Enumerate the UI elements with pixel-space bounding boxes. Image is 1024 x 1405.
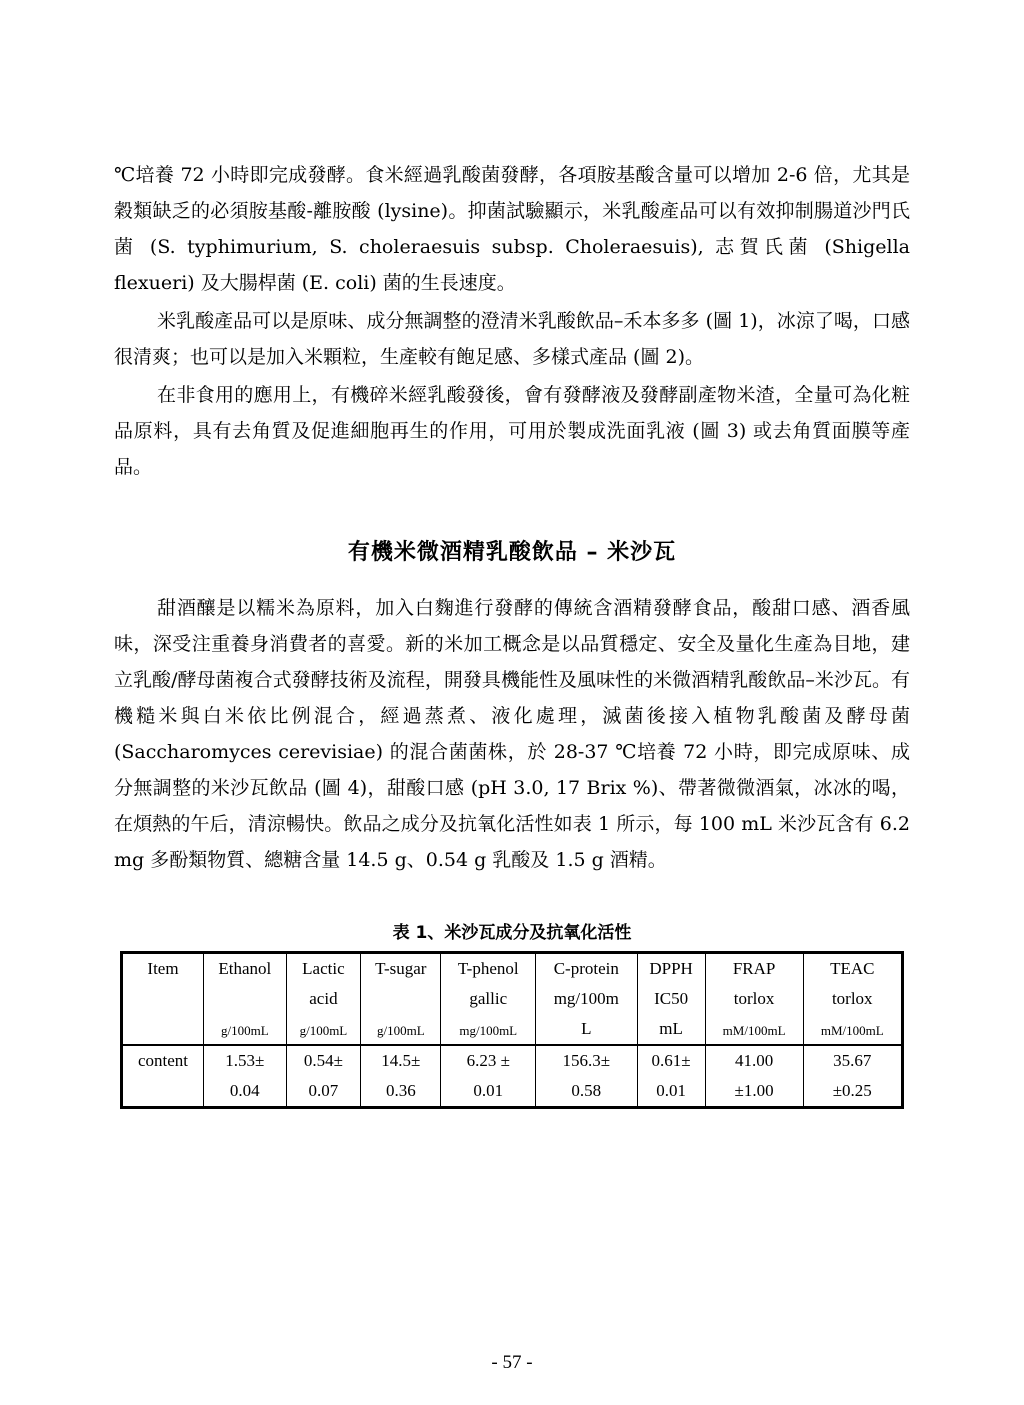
cell-line1: 6.23 ± (466, 1051, 510, 1070)
cell-line1: content (137, 1051, 189, 1070)
row-cell-teac (803, 1045, 902, 1108)
header-line2 (361, 984, 440, 1014)
header-unit: mM/100mL (820, 1023, 884, 1038)
header-cell-item (122, 953, 204, 1046)
cell-line1: 1.53± (225, 1051, 265, 1070)
header-cell-t-sugar (361, 953, 441, 1046)
header-cell-lactic-acid (286, 953, 361, 1046)
row-cell-ethanol (204, 1045, 287, 1108)
table-row (122, 1045, 903, 1108)
header-line1: Ethanol (218, 959, 272, 978)
header-unit: mL (659, 1019, 683, 1038)
paragraph-rice-lactic-products: 米乳酸產品可以是原味、成分無調整的澄清米乳酸飲品–禾本多多 (圖 1)，冰涼了喝，口感很清爽；也可以是加入米顆粒，生產較有飽足感、多樣式產品 (圖 2)。 (114, 310, 910, 368)
header-unit: mg/100mL (459, 1023, 518, 1038)
header-unit: g/100mL (376, 1023, 425, 1038)
cell-line2: 0.58 (571, 1081, 602, 1100)
header-line1: FRAP (732, 959, 776, 978)
header-unit (123, 1014, 203, 1044)
cell-line2: ±1.00 (734, 1081, 774, 1100)
row-cell-t-sugar (361, 1045, 441, 1108)
header-line1: Lactic (302, 959, 345, 978)
table-header-row (122, 953, 903, 1046)
header-cell-t-phenol (441, 953, 536, 1046)
section-title: 有機米微酒精乳酸飲品 – 米沙瓦 (347, 540, 677, 565)
paragraph-continuation: ℃培養 72 小時即完成發酵。食米經過乳酸菌發酵，各項胺基酸含量可以增加 2-6 倍，尤其是穀類缺乏的必須胺基酸-離胺酸 (lysine)。抑菌試驗顯示，米乳酸產品可以有效抑制腸道沙門氏菌 (S. typhimurium, S. choleraesuis subsp. Choleraesuis), 志賀氏菌 (Shigella flexueri) 及大腸桿菌 (E. coli) 菌的生長速度。 (114, 164, 910, 294)
header-line2: torlox (831, 989, 873, 1008)
header-line2 (204, 984, 286, 1014)
cell-line1: 35.67 (833, 1051, 872, 1070)
cell-line2: 0.04 (229, 1081, 260, 1100)
row-cell-lactic-acid (286, 1045, 361, 1108)
header-line1: T-sugar (375, 959, 427, 978)
row-cell-t-phenol (441, 1045, 536, 1108)
cell-line2: ±0.25 (832, 1081, 872, 1100)
header-line2 (123, 984, 203, 1014)
cell-line2 (123, 1076, 203, 1106)
paragraph-misawa: 甜酒釀是以糯米為原料，加入白麴進行發酵的傳統含酒精發酵食品，酸甜口感、酒香風味，深受注重養身消費者的喜愛。新的米加工概念是以品質穩定、安全及量化生產為目地，建立乳酸/酵母菌複合式發酵技術及流程，開發具機能性及風味性的米微酒精乳酸飲品–米沙瓦。有機糙米與白米依比例混合，經過蒸煮、液化處理，滅菌後接入植物乳酸菌及酵母菌 (Saccharomyces cerevisiae) 的混合菌菌株，於 28-37 ℃培養 72 小時，即完成原味、成分無調整的米沙瓦飲品 (圖 4)，甜酸口感 (pH 3.0, 17 Brix %)、帶著微微酒氣，冰冰的喝，在煩熱的午后，清涼暢快。飲品之成分及抗氧化活性如表 1 所示，每 100 mL 米沙瓦含有 6.2 mg 多酚類物質、總糖含量 14.5 g、0.54 g 乳酸及 1.5 g 酒精。 (114, 597, 910, 871)
page-number: - 57 - (491, 1352, 533, 1373)
header-line2: acid (309, 989, 338, 1008)
header-cell-c-protein (536, 953, 637, 1046)
row-cell-dpph (637, 1045, 705, 1108)
header-line1: DPPH (649, 959, 693, 978)
cell-line1: 0.61± (651, 1051, 691, 1070)
page-content (114, 157, 910, 1109)
header-line2: gallic (469, 989, 508, 1008)
cell-line2: 0.36 (385, 1081, 416, 1100)
header-line1: C-protein (553, 959, 619, 978)
header-unit: L (581, 1019, 592, 1038)
cell-line1: 156.3± (562, 1051, 611, 1070)
composition-table (120, 951, 904, 1109)
cell-line2: 0.01 (473, 1081, 504, 1100)
cell-line1: 14.5± (381, 1051, 421, 1070)
header-unit: g/100mL (299, 1023, 348, 1038)
row-cell-c-protein (536, 1045, 637, 1108)
cell-line2: 0.01 (656, 1081, 686, 1100)
header-unit: mM/100mL (722, 1023, 786, 1038)
cell-line1: 41.00 (734, 1051, 774, 1070)
paragraph-non-food-applications: 在非食用的應用上，有機碎米經乳酸發後，會有發酵液及發酵副產物米渣，全量可為化粧品原料，具有去角質及促進細胞再生的作用，可用於製成洗面乳液 (圖 3) 或去角質面膜等產品。 (114, 384, 910, 478)
header-line1: TEAC (830, 959, 875, 978)
table-caption: 表 1、米沙瓦成分及抗氧化活性 (392, 923, 632, 943)
cell-line2: 0.07 (308, 1081, 339, 1100)
header-line1: T-phenol (457, 959, 519, 978)
cell-line1: 0.54± (303, 1051, 343, 1070)
header-cell-teac (803, 953, 902, 1046)
header-cell-dpph (637, 953, 705, 1046)
row-cell-frap (705, 1045, 803, 1108)
header-line2: torlox (733, 989, 775, 1008)
header-line2: mg/100m (553, 989, 619, 1008)
header-line2: IC50 (654, 989, 689, 1008)
header-cell-ethanol (204, 953, 287, 1046)
header-line1: Item (147, 959, 179, 978)
row-cell-item (122, 1045, 204, 1108)
header-cell-frap (705, 953, 803, 1046)
header-unit: g/100mL (220, 1023, 269, 1038)
